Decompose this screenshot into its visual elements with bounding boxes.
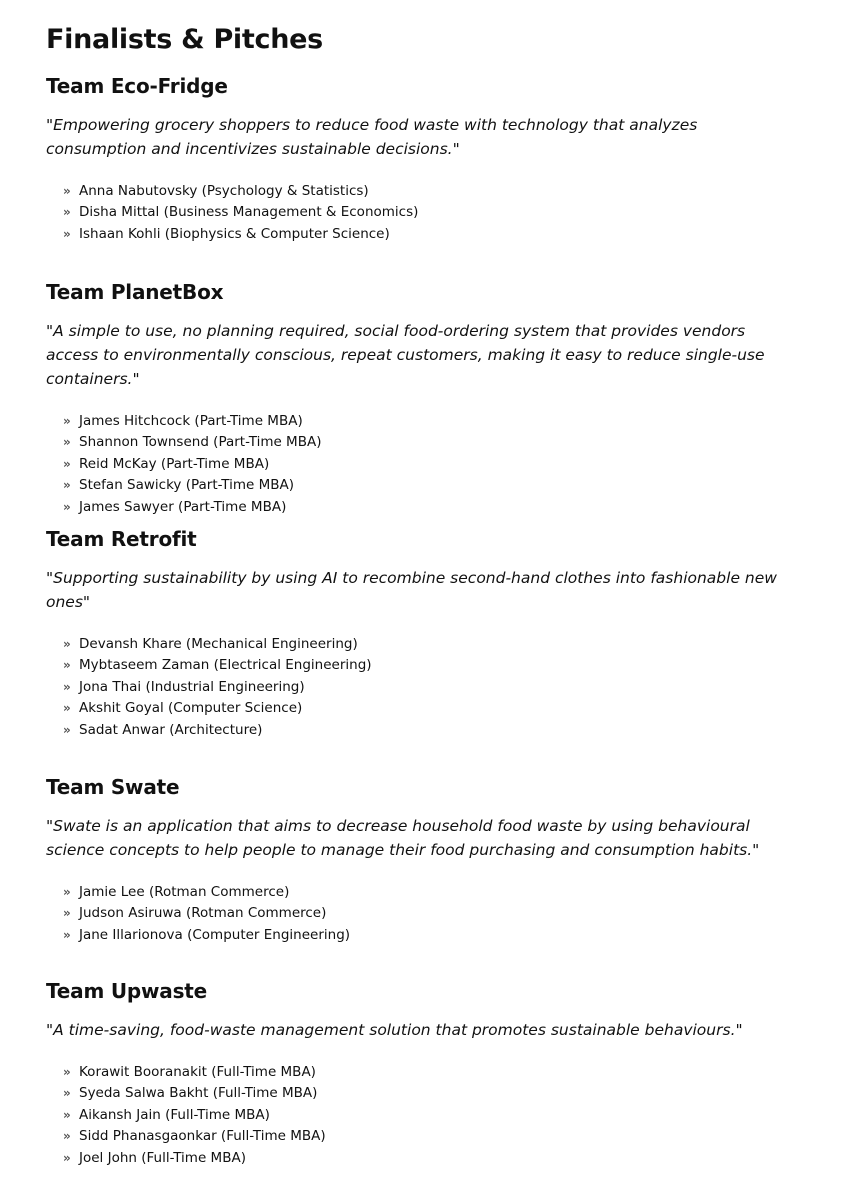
- double-chevron-icon: »: [63, 637, 71, 651]
- team-member: » Ishaan Kohli (Biophysics & Computer Science): [63, 224, 796, 245]
- team-members-list: [46, 1062, 796, 1169]
- team-member: » Sidd Phanasgaonkar (Full-Time MBA): [63, 1126, 796, 1147]
- double-chevron-icon: »: [63, 906, 71, 921]
- team-name: Team Upwaste: [46, 979, 208, 1003]
- team-member: » James Sawyer (Part-Time MBA): [63, 497, 796, 518]
- team-member: » Akshit Goyal (Computer Science): [63, 698, 796, 719]
- team-name: Team PlanetBox: [46, 280, 224, 304]
- double-chevron-icon: »: [63, 885, 71, 899]
- double-chevron-icon: »: [63, 701, 71, 716]
- team-pitch: "A simple to use, no planning required, social food-ordering system that provides vendors access to environmentally conscious, repeat customers, making it easy to reduce single-use containers.": [46, 322, 765, 388]
- double-chevron-icon: »: [63, 499, 71, 514]
- double-chevron-icon: »: [63, 414, 71, 428]
- team-member: » Stefan Sawicky (Part-Time MBA): [63, 475, 796, 496]
- double-chevron-icon: »: [63, 722, 71, 737]
- double-chevron-icon: »: [63, 658, 71, 673]
- double-chevron-icon: »: [63, 1086, 71, 1101]
- double-chevron-icon: »: [63, 1129, 71, 1144]
- team-member: » Sadat Anwar (Architecture): [63, 720, 796, 741]
- double-chevron-icon: »: [63, 1065, 71, 1079]
- team-member: » Judson Asiruwa (Rotman Commerce): [63, 903, 796, 924]
- team-member: » Disha Mittal (Business Management & Economics): [63, 202, 796, 223]
- team-section-retrofit: [46, 526, 796, 741]
- team-members-list: [46, 181, 796, 245]
- team-member: » Reid McKay (Part-Time MBA): [63, 454, 796, 475]
- team-member: » James Hitchcock (Part-Time MBA): [63, 411, 796, 432]
- double-chevron-icon: »: [63, 478, 71, 493]
- team-member: » Aikansh Jain (Full-Time MBA): [63, 1105, 796, 1126]
- double-chevron-icon: »: [63, 1107, 71, 1122]
- team-member: » Jamie Lee (Rotman Commerce): [63, 882, 796, 903]
- team-member: » Anna Nabutovsky (Psychology & Statistics): [63, 181, 796, 202]
- team-member: » Joel John (Full-Time MBA): [63, 1148, 796, 1169]
- team-pitch: "Empowering grocery shoppers to reduce food waste with technology that analyzes consumption and incentivizes sustainable decisions.": [46, 116, 698, 158]
- double-chevron-icon: »: [63, 927, 71, 942]
- team-members-list: [46, 882, 796, 946]
- team-member: » Mybtaseem Zaman (Electrical Engineering): [63, 655, 796, 676]
- team-member: » Jona Thai (Industrial Engineering): [63, 677, 796, 698]
- double-chevron-icon: »: [63, 1150, 71, 1165]
- team-member: » Syeda Salwa Bakht (Full-Time MBA): [63, 1083, 796, 1104]
- team-name: Team Retrofit: [46, 527, 197, 551]
- team-member: » Shannon Townsend (Part-Time MBA): [63, 432, 796, 453]
- team-section-upwaste: [46, 978, 796, 1169]
- double-chevron-icon: »: [63, 226, 71, 241]
- team-name: Team Eco-Fridge: [46, 74, 228, 98]
- double-chevron-icon: »: [63, 679, 71, 694]
- double-chevron-icon: »: [63, 435, 71, 450]
- double-chevron-icon: »: [63, 184, 71, 198]
- team-members-list: [46, 634, 796, 741]
- page-title: Finalists & Pitches: [46, 24, 323, 55]
- team-section-eco-fridge: [46, 73, 796, 245]
- team-section-planetbox: [46, 279, 796, 518]
- double-chevron-icon: »: [63, 205, 71, 220]
- team-pitch: "Swate is an application that aims to decrease household food waste by using behavioural science concepts to help people to manage their food purchasing and consumption habits.": [46, 817, 760, 859]
- team-pitch: "A time-saving, food-waste management solution that promotes sustainable behaviours.": [46, 1021, 743, 1039]
- double-chevron-icon: »: [63, 456, 71, 471]
- team-name: Team Swate: [46, 775, 180, 799]
- team-section-swate: [46, 774, 796, 946]
- team-member: » Devansh Khare (Mechanical Engineering): [63, 634, 796, 655]
- team-member: » Korawit Booranakit (Full-Time MBA): [63, 1062, 796, 1083]
- team-members-list: [46, 411, 796, 518]
- team-member: » Jane Illarionova (Computer Engineering): [63, 925, 796, 946]
- team-pitch: "Supporting sustainability by using AI to recombine second-hand clothes into fashionable new ones": [46, 569, 777, 611]
